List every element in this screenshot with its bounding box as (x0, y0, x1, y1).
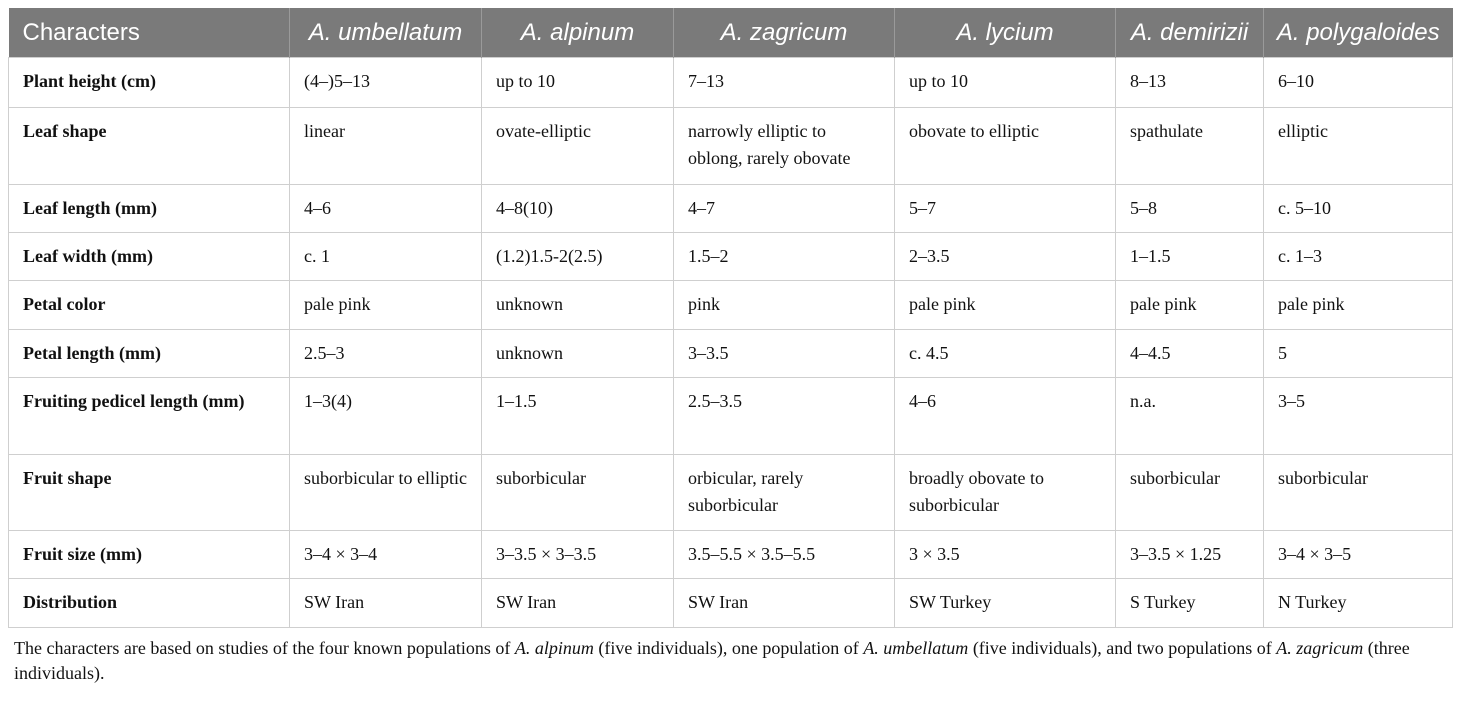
table-cell: pale pink (1116, 281, 1264, 330)
table-cell: 2.5–3 (290, 330, 482, 378)
row-label: Leaf shape (9, 108, 290, 185)
footnote-text: (five individuals), one population of (593, 638, 864, 658)
header-a-alpinum: A. alpinum (482, 8, 674, 58)
table-cell: unknown (482, 281, 674, 330)
comparison-table (8, 8, 1453, 628)
table-cell: suborbicular to elliptic (290, 455, 482, 531)
table-cell: 4–7 (674, 185, 895, 233)
footnote-text: (five individuals), and two populations of (968, 638, 1277, 658)
table-cell: 4–6 (895, 378, 1116, 455)
footnote-species: A. umbellatum (863, 638, 969, 658)
table-cell: 3–4 × 3–4 (290, 531, 482, 579)
table-cell: 3–5 (1264, 378, 1453, 455)
table-cell: obovate to elliptic (895, 108, 1116, 185)
table-cell: c. 1–3 (1264, 233, 1453, 281)
table-cell: 1–1.5 (1116, 233, 1264, 281)
row-label: Distribution (9, 579, 290, 628)
table-cell: SW Iran (290, 579, 482, 628)
table-cell: N Turkey (1264, 579, 1453, 628)
table-cell: 3–3.5 × 1.25 (1116, 531, 1264, 579)
header-row (9, 8, 1453, 58)
table-cell: 6–10 (1264, 58, 1453, 108)
header-a-umbellatum: A. umbellatum (290, 8, 482, 58)
table-footnote (8, 636, 1452, 686)
footnote-species: A. alpinum (514, 638, 594, 658)
row-label: Fruit shape (9, 455, 290, 531)
table-cell: unknown (482, 330, 674, 378)
row-label: Petal color (9, 281, 290, 330)
table-cell: pale pink (1264, 281, 1453, 330)
table-cell: c. 4.5 (895, 330, 1116, 378)
table-row (9, 378, 1453, 455)
table-row (9, 531, 1453, 579)
table-cell: c. 1 (290, 233, 482, 281)
row-label: Fruiting pedicel length (mm) (9, 378, 290, 455)
table-cell: 1–1.5 (482, 378, 674, 455)
table-row (9, 233, 1453, 281)
table-cell: S Turkey (1116, 579, 1264, 628)
table-cell: 4–4.5 (1116, 330, 1264, 378)
table-cell: broadly obovate to suborbicular (895, 455, 1116, 531)
table-row (9, 108, 1453, 185)
table-cell: 7–13 (674, 58, 895, 108)
header-a-demirizii: A. demirizii (1116, 8, 1264, 58)
table-row (9, 579, 1453, 628)
table-cell: orbicular, rarely suborbicular (674, 455, 895, 531)
table-cell: pink (674, 281, 895, 330)
table-cell: 5–7 (895, 185, 1116, 233)
table-cell: 4–8(10) (482, 185, 674, 233)
table-cell: 2–3.5 (895, 233, 1116, 281)
table-row (9, 58, 1453, 108)
header-a-polygaloides: A. polygaloides (1264, 8, 1453, 58)
table-cell: spathulate (1116, 108, 1264, 185)
table-cell: pale pink (290, 281, 482, 330)
table-row (9, 330, 1453, 378)
table-cell: pale pink (895, 281, 1116, 330)
table-cell: SW Iran (482, 579, 674, 628)
table-cell: 3–4 × 3–5 (1264, 531, 1453, 579)
table-cell: ovate-elliptic (482, 108, 674, 185)
header-characters: Characters (9, 8, 290, 58)
row-label: Leaf width (mm) (9, 233, 290, 281)
table-cell: up to 10 (895, 58, 1116, 108)
table-cell: suborbicular (1264, 455, 1453, 531)
table-cell: 1.5–2 (674, 233, 895, 281)
table-row (9, 185, 1453, 233)
table-cell: c. 5–10 (1264, 185, 1453, 233)
table-cell: 2.5–3.5 (674, 378, 895, 455)
table-cell: 3–3.5 × 3–3.5 (482, 531, 674, 579)
document (8, 8, 1452, 704)
table-cell: elliptic (1264, 108, 1453, 185)
table-cell: 3–3.5 (674, 330, 895, 378)
table-cell: SW Turkey (895, 579, 1116, 628)
header-a-lycium: A. lycium (895, 8, 1116, 58)
table-row (9, 455, 1453, 531)
table-cell: (1.2)1.5-2(2.5) (482, 233, 674, 281)
table-cell: n.a. (1116, 378, 1264, 455)
header-a-zagricum: A. zagricum (674, 8, 895, 58)
table-cell: SW Iran (674, 579, 895, 628)
row-label: Leaf length (mm) (9, 185, 290, 233)
table-cell: 5 (1264, 330, 1453, 378)
table-cell: 3 × 3.5 (895, 531, 1116, 579)
row-label: Plant height (cm) (9, 58, 290, 108)
table-cell: 5–8 (1116, 185, 1264, 233)
table-cell: 4–6 (290, 185, 482, 233)
footnote-text: (three individuals). (14, 638, 1410, 683)
table-cell: 8–13 (1116, 58, 1264, 108)
table-row (9, 281, 1453, 330)
footnote-species: A. zagricum (1276, 638, 1364, 658)
table-cell: 3.5–5.5 × 3.5–5.5 (674, 531, 895, 579)
table-cell: 1–3(4) (290, 378, 482, 455)
table-cell: up to 10 (482, 58, 674, 108)
table-cell: suborbicular (1116, 455, 1264, 531)
table-cell: linear (290, 108, 482, 185)
footnote-text: The characters are based on studies of the four known populations of (14, 638, 515, 658)
table-cell: suborbicular (482, 455, 674, 531)
row-label: Petal length (mm) (9, 330, 290, 378)
table-cell: narrowly elliptic to oblong, rarely obovate (674, 108, 895, 185)
row-label: Fruit size (mm) (9, 531, 290, 579)
table-cell: (4–)5–13 (290, 58, 482, 108)
